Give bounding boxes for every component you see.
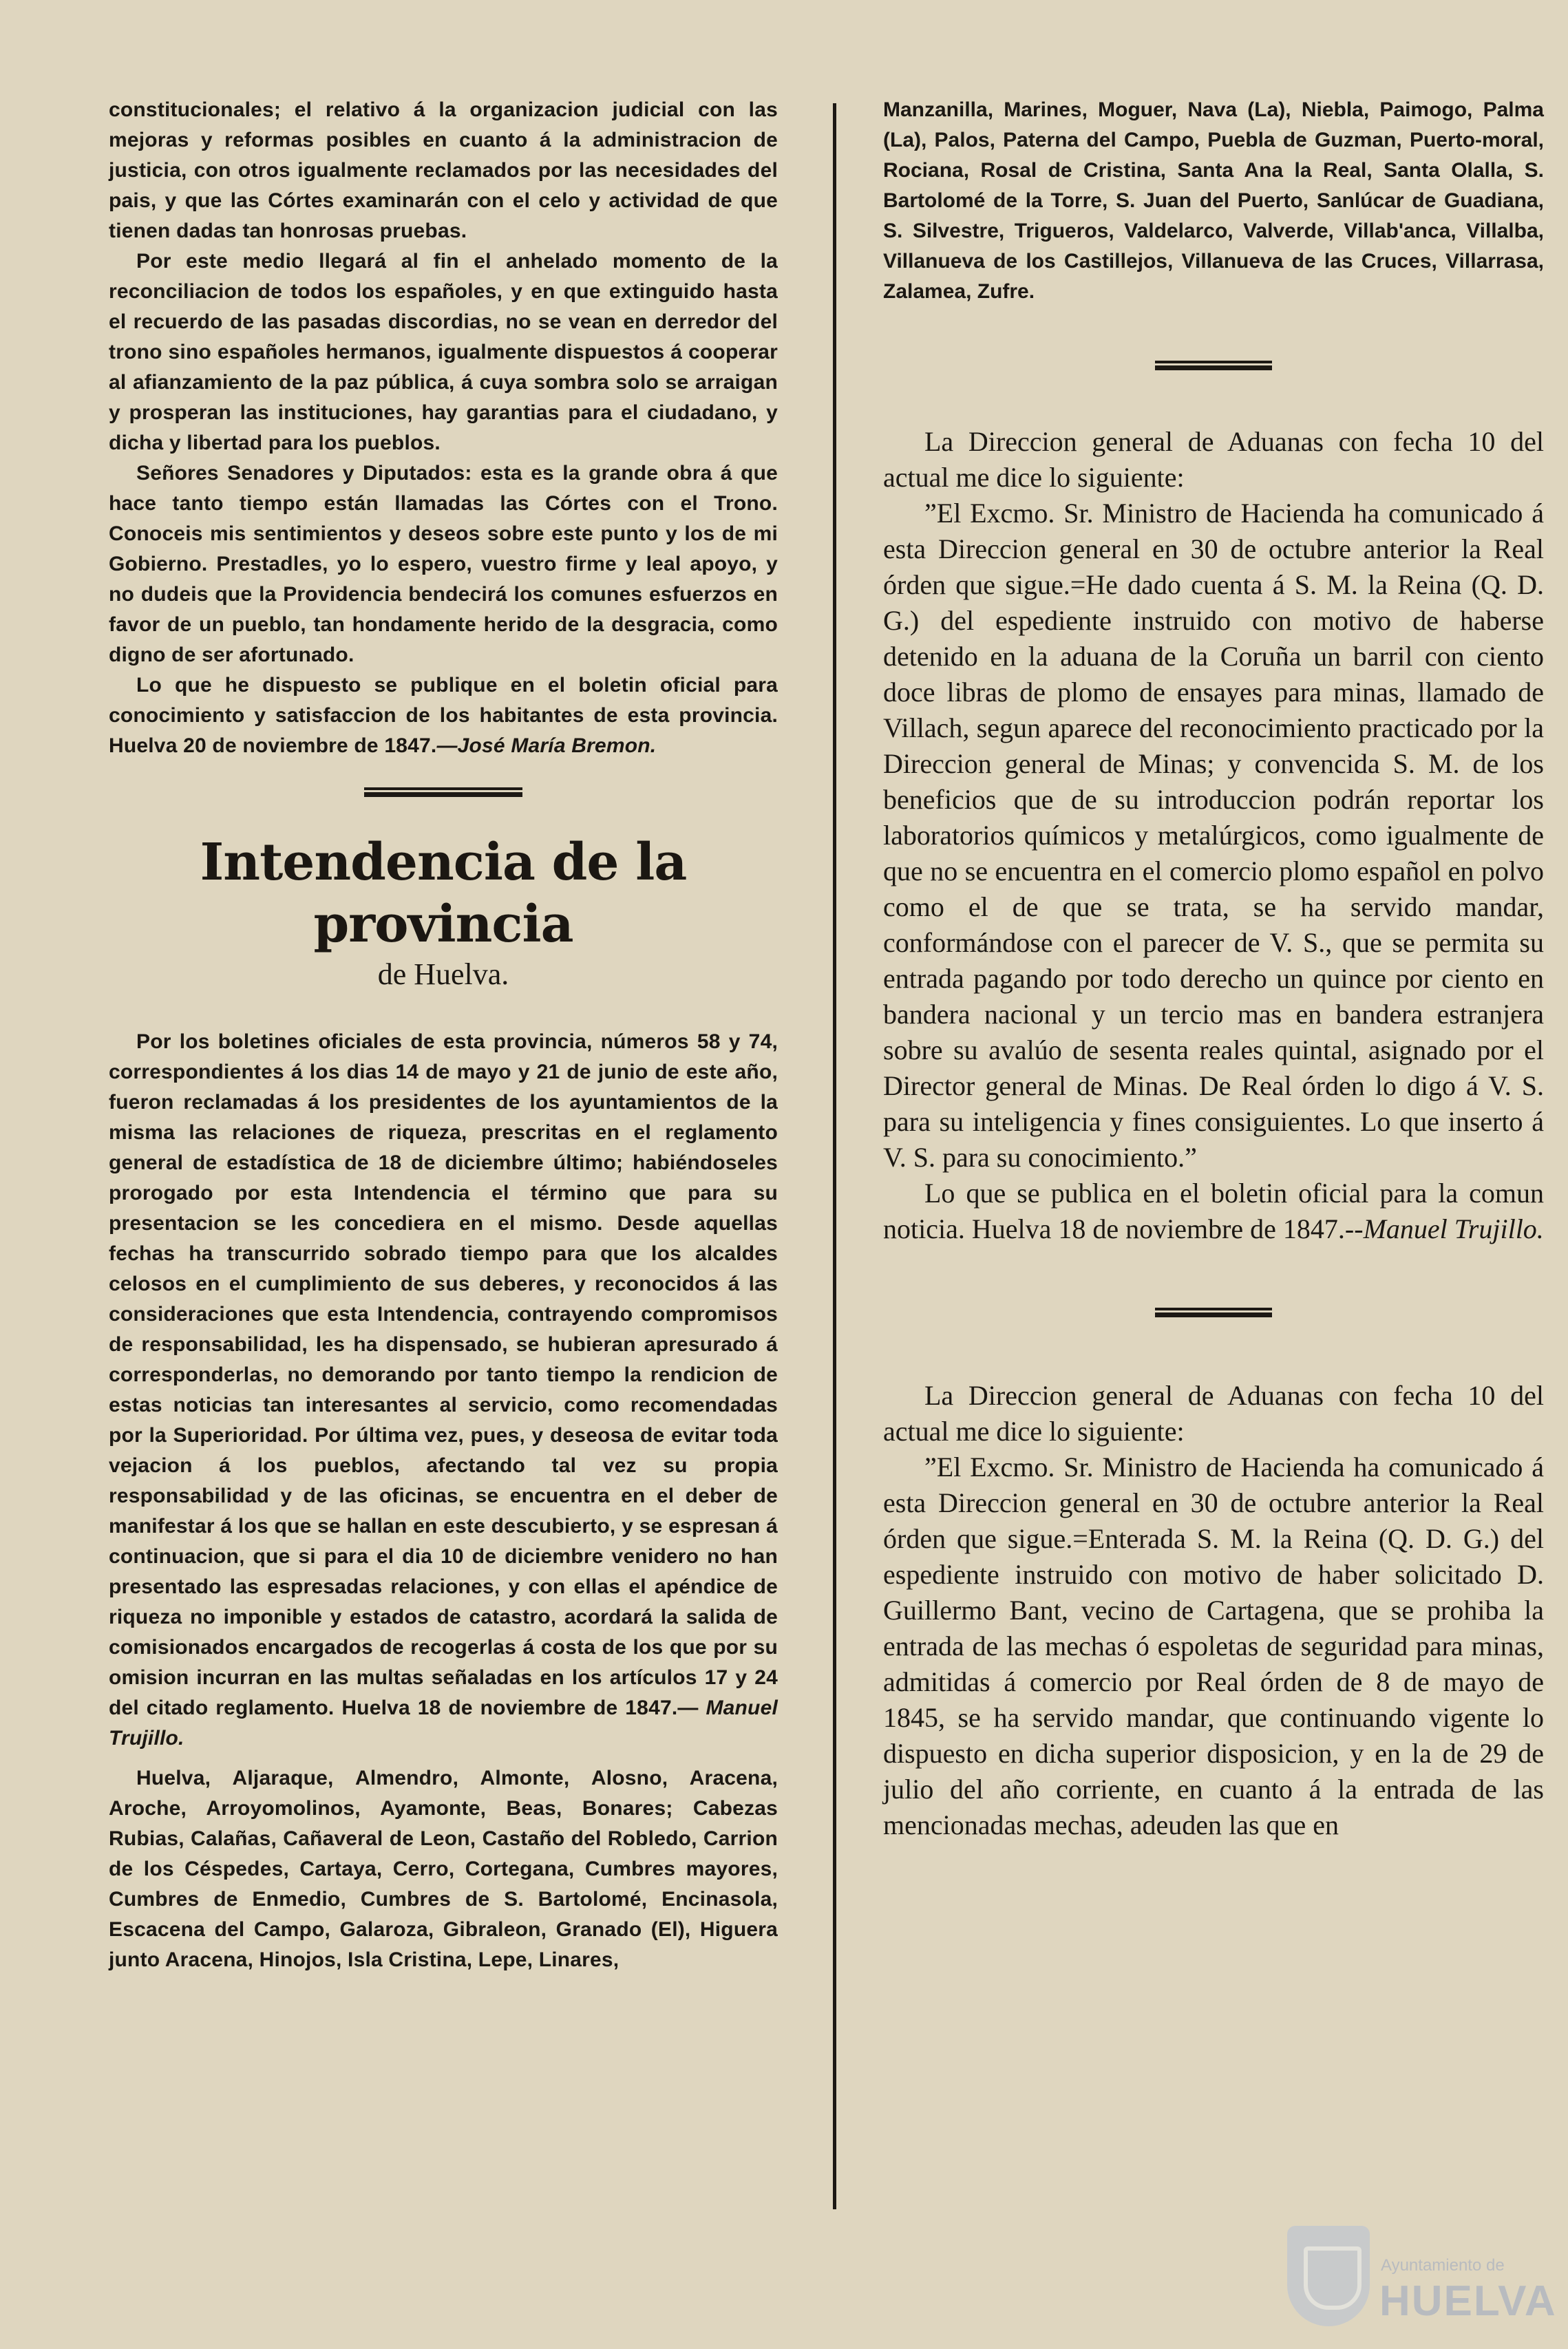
publica-text: Lo que se publica en el boletin oficial para la comun noticia. Huelva 18 de noviembre de 1847.-- — [883, 1178, 1544, 1244]
paragraph-aduanas-2: La Direccion general de Aduanas con fecha 10 del actual me dice lo siguiente: — [883, 1380, 1544, 1447]
double-rule — [1155, 1308, 1272, 1317]
paragraph-aduanas-1: La Direccion general de Aduanas con fecha 10 del actual me dice lo siguiente: — [883, 426, 1544, 493]
paragraph-intendencia-notice — [109, 1027, 778, 1754]
right-column — [883, 95, 1544, 1843]
watermark-big-text: HUELVA — [1379, 2277, 1557, 2325]
section-divider-left — [109, 761, 778, 823]
paragraph-reconciliacion: Por este medio llegará al fin el anhelado momento de la reconciliacion de todos los españoles, y en que extinguido hasta el recuerdo de las pasadas discordias, no se vean en derredor del trono sino españoles hermanos, igualmente dispuestos á cooperar al afianzamiento de la paz pública, á cuya sombra solo se arraigan y prosperan las instituciones, hay garantias para el ciudadano, y dicha y libertad para los pueblos. — [109, 250, 778, 454]
double-rule — [1155, 361, 1272, 370]
paragraph-bremon-publication — [109, 670, 778, 761]
intendencia-text: Por los boletines oficiales de esta provincia, números 58 y 74, correspondientes á los dias 14 de mayo y 21 de junio de este año, fueron reclamadas á los presidentes de los ayuntamientos de la misma las relaciones de riqueza, prescritas en el reglamento general de estadística de 18 de diciembre último; habiéndoseles prorogado por esta Intendencia el término que para su presentacion se les concediera en el mismo. Desde aquellas fechas ha transcurrido sobrado tiempo para que los alcaldes celosos en el cumplimiento de sus deberes, y reconocidos á las consideraciones que esta Intendencia, contrayendo compromisos de responsabilidad, les ha dispensado, se hubieran apresurado á corresponderlas, no demorando por tanto tiempo la rendicion de estas noticias tan interesantes al servicio, como recomendadas por la Superioridad. Por última vez, pues, y deseosa de evitar toda vejacion á los pueblos, afectando tal vez su propia responsabilidad y de las oficinas, se encuentra en el deber de manifestar á los que se hallan en este descubierto, y se espresan á continuacion, que si para el dia 10 de diciembre venidero no han presentado las espresadas relaciones, y con ellas el apéndice de riqueza no imponible y estados de catastro, acordará la salida de comisionados encargados de recogerlas á costa de los que por su omision incurran en las multas señaladas en los artículos 17 y 24 del citado reglamento. Huelva 18 de noviembre de 1847.— — [109, 1030, 778, 1719]
paragraph-constitucionales: constitucionales; el relativo á la organizacion judicial con las mejoras y reformas posibles en cuanto á la administracion de justicia, con otros igualmente reclamados por las necesidades del pais, y que las Córtes examinarán con el celo y actividad de que tienen dadas tan honrosas pruebas. — [109, 98, 778, 242]
paragraph-real-orden-mechas: ”El Excmo. Sr. Ministro de Hacienda ha comunicado á esta Direccion general en 30 de octubre anterior la Real órden que sigue.=Enterada S. M. la Reina (Q. D. G.) del espediente instruido con motivo de haber solicitado D. Guillermo Bant, vecino de Cartagena, que se prohiba la entrada de las mechas ó espoletas de seguridad para minas, admitidas á comercio por Real órden de 8 de mayo de 1845, se ha servido mandar, que continuando vigente lo dispuesto en dicha superior disposicion, y en la de 29 de julio del año corriente, en cuanto á la entrada de las mencionadas mechas, adeuden las que en — [883, 1452, 1544, 1840]
signature-trujillo: Manuel Trujillo. — [109, 1697, 778, 1750]
section-heading: Intendencia de la provincia — [200, 833, 687, 954]
coat-of-arms-icon — [1287, 2226, 1370, 2326]
watermark-small-text: Ayuntamiento de — [1381, 2256, 1505, 2275]
paragraph-towns-list: Huelva, Aljaraque, Almendro, Almonte, Alosno, Aracena, Aroche, Arroyomolinos, Ayamonte, Beas, Bonares; Cabezas Rubias, Calañas, Cañaveral de Leon, Castaño del Robledo, Carrion de los Céspedes, Cartaya, Cerro, Cortegana, Cumbres mayores, Cumbres de Enmedio, Cumbres de S. Bartolomé, Encinasola, Escacena del Campo, Galaroza, Gibraleon, Granado (El), Higuera junto Aracena, Hinojos, Isla Cristina, Lepe, Linares, — [109, 1767, 778, 1971]
paragraph-senores: Señores Senadores y Diputados: esta es la grande obra á que hace tanto tiempo están llamadas las Córtes con el Trono. Conoceis mis sentimientos y deseos sobre este punto y los de mi Gobierno. Prestadles, yo lo espero, vuestro firme y leal apoyo, y no dudeis que la Providencia bendecirá los comunes esfuerzos en favor de un pueblo, tan hondamente herido de la desgracia, como digno de ser afortunado. — [109, 462, 778, 666]
archive-watermark — [1287, 2222, 1557, 2332]
section-divider-right-1 — [883, 307, 1544, 424]
bremon-text: Lo que he dispuesto se publique en el boletin oficial para conocimiento y satisfaccion de los habitantes de esta provincia. Huelva 20 de noviembre de 1847. — [109, 674, 778, 757]
section-subheading: de Huelva. — [377, 957, 509, 991]
double-rule — [364, 787, 522, 797]
signature-bremon: —José María Bremon. — [436, 734, 657, 757]
section-divider-right-2 — [883, 1247, 1544, 1378]
column-divider — [833, 103, 836, 2209]
paragraph-real-orden-plomo: ”El Excmo. Sr. Ministro de Hacienda ha comunicado á esta Direccion general en 30 de octubre anterior la Real órden que sigue.=He dado cuenta á S. M. la Reina (Q. D. G.) del espediente instruido con motivo de haberse detenido en la aduana de la Coruña un barril con ciento doce libras de plomo de ensayes para minas, llamado de Villach, segun aparece del reconocimiento practicado por la Direccion general de Minas; y convencida S. M. de los beneficios que de su introduccion podrán reportar los laboratorios químicos y metalúrgicos, como igualmente de que no se encuentra en el comercio plomo español en polvo como el de que se trata, se ha servido mandar, conformándose con el parecer de V. S., que se permita su entrada pagando por todo derecho un quince por ciento en bandera nacional y un tercio mas en bandera estranjera sobre su avalúo de sesenta reales quintal, asignado por el Director general de Minas. De Real órden lo digo á V. S. para su inteligencia y fines consiguientes. Lo que inserto á V. S. para su conocimiento.” — [883, 498, 1544, 1173]
signature-trujillo-2: Manuel Trujillo. — [1363, 1213, 1544, 1244]
left-column — [109, 95, 778, 1975]
paragraph-towns-continued: Manzanilla, Marines, Moguer, Nava (La), Niebla, Paimogo, Palma (La), Palos, Paterna del Campo, Puebla de Guzman, Puerto-moral, Rociana, Rosal de Cristina, Santa Ana la Real, Santa Olalla, S. Bartolomé de la Torre, S. Juan del Puerto, Sanlúcar de Guadiana, S. Silvestre, Trigueros, Valdelarco, Valverde, Villab'anca, Villalba, Villanueva de los Castillejos, Villanueva de las Cruces, Villarrasa, Zalamea, Zufre. — [883, 98, 1544, 303]
paragraph-publica-1 — [883, 1176, 1544, 1247]
